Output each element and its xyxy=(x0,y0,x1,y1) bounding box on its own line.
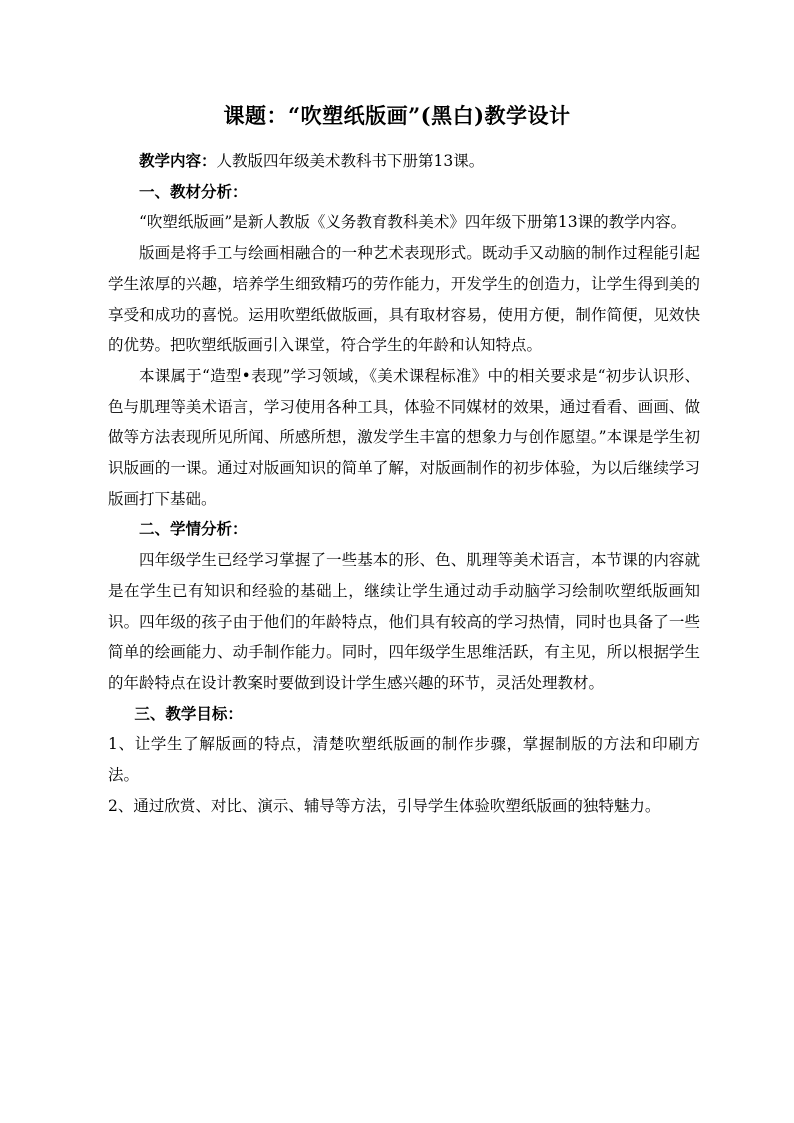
section-heading-teaching-goals: 三、教学目标： xyxy=(134,703,243,723)
teaching-content-label: 教学内容： xyxy=(139,151,217,170)
paragraph: 本课属于“造型•表现”学习领域，《美术课程标准》中的相关要求是“初步认识形、色与肌理等美术语言，学习使用各种工具，体验不同媒材的效果，通过看看、画画、做做等方法表现所见所闻、所感所想，激发学生丰富的想象力与创作愿望。”本课是学生初识版画的一课。通过对版画知识的简单了解，对版画制作的初步体验，为以后继续学习版画打下基础。 xyxy=(108,366,700,508)
document-body xyxy=(108,146,700,821)
section-heading-material-analysis: 一、教材分析： xyxy=(139,181,248,201)
paragraph: 版画是将手工与绘画相融合的一种艺术表现形式。既动手又动脑的制作过程能引起学生浓厚的兴趣，培养学生细致精巧的劳作能力，开发学生的创造力，让学生得到美的享受和成功的喜悦。运用吹塑纸做版画，具有取材容易，使用方便，制作简便，见效快的优势。把吹塑纸版画引入课堂，符合学生的年龄和认知特点。 xyxy=(108,244,700,355)
paragraph: “吹塑纸版画”是新人教版《义务教育教科美术》四年级下册第13课的教学内容。 xyxy=(139,213,687,232)
teaching-content-value: 人教版四年级美术教科书下册第13课。 xyxy=(216,152,485,170)
paragraph: 四年级学生已经学习掌握了一些基本的形、色、肌理等美术语言，本节课的内容就是在学生已有知识和经验的基础上，继续让学生通过动手动脑学习绘制吹塑纸版画知识。四年级的孩子由于他们的年龄特点，他们具有较高的学习热情，同时也具备了一些简单的绘画能力、动手制作能力。同时，四年级学生思维活跃，有主见，所以根据学生的年龄特点在设计教案时要做到设计学生感兴趣的环节，灵活处理教材。 xyxy=(108,551,700,692)
teaching-content-line xyxy=(108,146,700,177)
list-item: 2、通过欣赏、对比、演示、辅导等方法，引导学生体验吹塑纸版画的独特魅力。 xyxy=(108,796,661,815)
section-heading-student-analysis: 二、学情分析： xyxy=(139,519,248,539)
list-item: 1、让学生了解版画的特点，清楚吹塑纸版画的制作步骤，掌握制版的方法和印刷方法。 xyxy=(108,735,700,785)
document-title: 课题：“吹塑纸版画”(黑白)教学设计 xyxy=(223,103,571,128)
